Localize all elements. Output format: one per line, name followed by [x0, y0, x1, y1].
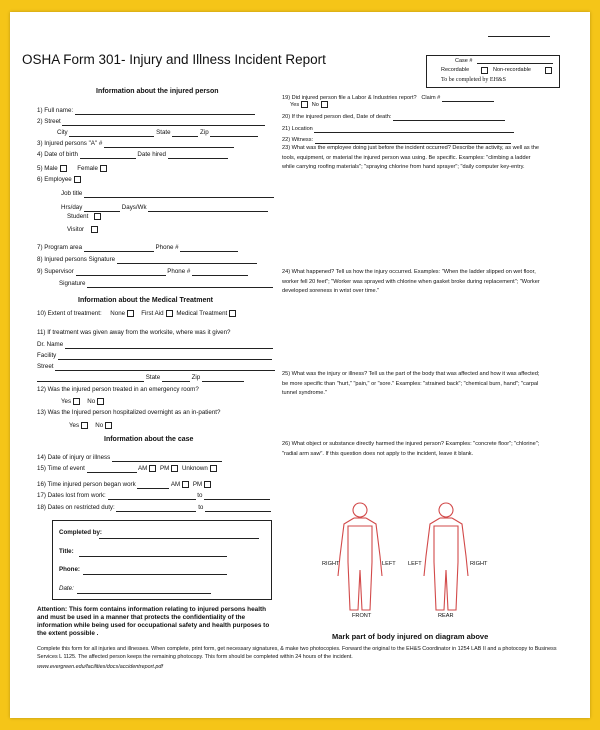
supervisor-row	[37, 268, 248, 276]
non-recordable-checkbox[interactable]	[545, 67, 552, 74]
completed-date-label: Date:	[59, 585, 74, 592]
began-am-label: AM	[170, 481, 181, 489]
full-name-field[interactable]	[75, 108, 255, 115]
restricted-to-label: to	[198, 504, 204, 511]
body-outline-icon[interactable]	[292, 490, 560, 618]
supervisor-field[interactable]	[76, 269, 166, 276]
state-field[interactable]	[172, 130, 198, 137]
witness-label: 22) Witness:	[282, 137, 314, 143]
a-number-label: 3) Injured persons "A" #	[37, 140, 103, 147]
dob-row	[37, 151, 228, 159]
activity-answer-area[interactable]	[282, 184, 544, 264]
program-area-label: 7) Program area	[37, 244, 83, 251]
job-title-row	[61, 190, 274, 198]
treatment-state-field[interactable]	[162, 375, 190, 382]
er-yes-label: Yes	[61, 398, 72, 406]
body-diagram	[292, 490, 560, 630]
supervisor-label: 9) Supervisor	[37, 268, 74, 275]
recordable-label: Recordable	[441, 67, 470, 73]
began-work-field[interactable]	[137, 482, 169, 489]
treatment-street-field[interactable]	[55, 364, 275, 371]
none-checkbox[interactable]	[127, 310, 134, 317]
street-field[interactable]	[62, 119, 265, 126]
days-wk-label: Days/Wk	[121, 204, 147, 211]
treatment-city-row	[37, 374, 244, 382]
object-question: 26) What object or substance directly harmed the injured person? Examples: "concrete floor"; "chlorine"; "radial arm saw". If this question does not apply to the incident, leave it blank.	[282, 441, 540, 457]
am-label: AM	[137, 465, 148, 473]
hrs-day-field[interactable]	[84, 205, 120, 212]
a-number-row	[37, 140, 234, 148]
er-answer-row	[61, 398, 106, 406]
visitor-row	[67, 226, 100, 234]
object-answer-area[interactable]	[282, 460, 544, 490]
female-label: Female	[77, 165, 98, 173]
employee-checkbox[interactable]	[74, 176, 81, 183]
activity-question: 23) What was the employee doing just before the incident occurred? Describe the activity, as well as the tools, equipment, or material the injured person was using. Be specific. Examples: "climbing a ladder while carrying roofing materials"; "spraying chlorine from hand sprayer"; "daily computer key-entry.	[282, 145, 540, 170]
injury-question: 25) What was the injury or illness? Tell us the part of the body that was affected and how it was affected; be more specific than "hurt," "pain," or "sore." Examples: "strained back"; "chemical burn, hand"; "carpal tunnel syndrome."	[282, 371, 540, 396]
li-no-checkbox[interactable]	[321, 101, 328, 108]
treatment-row	[37, 310, 238, 318]
hospital-yes-checkbox[interactable]	[81, 422, 88, 429]
student-row	[67, 213, 103, 221]
time-of-event-field[interactable]	[87, 466, 137, 473]
treatment-street-row	[37, 363, 275, 371]
signature-row	[37, 256, 257, 264]
what-happened-question: 24) What happened? Tell us how the injury occurred. Examples: "When the ladder slipped on wet floor, worker fell 20 feet"; "Worker was sprayed with chlorine when gasket broke during replacement"; "Worker developed soreness in wrist over time."	[282, 269, 540, 294]
dob-label: 4) Date of birth	[37, 151, 78, 158]
date-of-injury-field[interactable]	[112, 455, 222, 462]
injured-signature-label: 8) Injured persons Signature	[37, 256, 116, 263]
first-aid-label: First Aid	[141, 310, 164, 318]
unknown-checkbox[interactable]	[210, 465, 217, 472]
pm-label: PM	[159, 465, 170, 473]
hospital-question: 13) Was the Injured person hospitalized overnight as an in-patient?	[37, 409, 221, 416]
dates-lost-from-field[interactable]	[108, 493, 196, 500]
recordable-checkbox[interactable]	[481, 67, 488, 74]
none-label: None	[110, 310, 126, 318]
li-report-question: 19) Did injured person file a Labor & Industries report?	[282, 95, 417, 101]
eh-s-note: To be completed by EH&S	[441, 77, 506, 83]
form-page	[10, 12, 590, 718]
began-pm-checkbox[interactable]	[204, 481, 211, 488]
er-no-checkbox[interactable]	[97, 398, 104, 405]
street-row	[37, 118, 265, 126]
program-row	[37, 244, 238, 252]
footer-url[interactable]: www.evergreen.edu/facilities/docs/accidentreport.pdf	[37, 664, 163, 670]
sex-row	[37, 165, 109, 173]
case-number-label: Case #	[455, 58, 473, 64]
date-hired-field[interactable]	[168, 152, 228, 159]
job-title-field[interactable]	[84, 191, 274, 198]
injured-signature-field[interactable]	[117, 257, 257, 264]
witness-field[interactable]	[315, 137, 511, 144]
phone-field[interactable]	[180, 245, 238, 252]
treatment-state-label: State	[145, 374, 161, 381]
death-row	[282, 113, 505, 121]
location-field[interactable]	[314, 126, 514, 133]
rear-label: REAR	[438, 613, 454, 619]
job-title-label: Job title	[61, 190, 83, 197]
claim-label: Claim #	[421, 95, 441, 101]
female-checkbox[interactable]	[100, 165, 107, 172]
pm-checkbox[interactable]	[171, 465, 178, 472]
first-aid-checkbox[interactable]	[166, 310, 173, 317]
student-label: Student	[67, 213, 89, 221]
treatment-zip-label: Zip	[191, 374, 201, 381]
treatment-city-field[interactable]	[37, 375, 144, 382]
attention-notice: Attention: This form contains information relating to injured persons health and must be used in a manner that protects the confidentiality of the information while being used for occupational safety and health purposes to the extent possible .	[37, 606, 270, 637]
restricted-from-field[interactable]	[116, 505, 196, 512]
city-label: City	[57, 129, 68, 136]
completed-phone-label: Phone:	[59, 566, 80, 573]
facility-field[interactable]	[58, 353, 272, 360]
began-work-row	[37, 481, 213, 489]
hospital-answer-row	[69, 422, 114, 430]
hospital-no-checkbox[interactable]	[105, 422, 112, 429]
a-number-field[interactable]	[104, 141, 234, 148]
mark-body-caption: Mark part of body injured on diagram above	[332, 632, 489, 641]
injury-answer-area[interactable]	[282, 400, 544, 438]
case-box	[426, 55, 560, 88]
date-of-injury-label: 14) Date of injury or illness	[37, 454, 111, 461]
restricted-duty-label: 18) Dates on restricted duty:	[37, 504, 115, 511]
completed-by-box	[52, 520, 272, 600]
dr-name-label: Dr. Name	[37, 341, 64, 348]
restricted-to-field[interactable]	[205, 505, 271, 512]
supervisor-signature-label: Signature	[59, 280, 86, 287]
dr-name-field[interactable]	[65, 342, 273, 349]
employee-row	[37, 176, 83, 184]
began-pm-label: PM	[192, 481, 203, 489]
front-left-label: LEFT	[382, 561, 396, 567]
rear-left-label: LEFT	[408, 561, 422, 567]
phone-label: Phone #	[155, 244, 179, 251]
hospital-yes-label: Yes	[69, 422, 80, 430]
supervisor-phone-field[interactable]	[192, 269, 248, 276]
location-row	[282, 125, 514, 133]
er-question: 12) Was the injured person treated in an emergency room?	[37, 386, 199, 393]
employee-label: 6) Employee	[37, 176, 72, 184]
supervisor-signature-field[interactable]	[87, 281, 273, 288]
city-field[interactable]	[69, 130, 154, 137]
medical-treatment-label: Medical Treatment	[176, 310, 228, 318]
began-am-checkbox[interactable]	[182, 481, 189, 488]
front-label: FRONT	[352, 613, 372, 619]
treatment-zip-field[interactable]	[202, 375, 244, 382]
death-date-label: 20) If the injured person died, Date of death:	[282, 114, 392, 120]
section-case: Information about the case	[104, 436, 194, 443]
facility-row	[37, 352, 272, 360]
dates-lost-to-field[interactable]	[204, 493, 270, 500]
zip-field[interactable]	[210, 130, 258, 137]
li-yes-checkbox[interactable]	[301, 101, 308, 108]
student-checkbox[interactable]	[94, 213, 101, 220]
location-label: 21) Location	[282, 126, 313, 132]
date-of-injury-row	[37, 454, 222, 462]
witness-row	[282, 136, 511, 144]
am-checkbox[interactable]	[149, 465, 156, 472]
began-work-label: 16) Time injured person began work	[37, 481, 136, 489]
treatment-location-question: 11) If treatment was given away from the worksite, where was it given?	[37, 329, 231, 336]
dates-lost-row	[37, 492, 270, 500]
restricted-duty-row	[37, 504, 271, 512]
dates-lost-to-label: to	[197, 492, 203, 499]
time-of-event-label: 15) Time of event	[37, 465, 85, 473]
completed-title-label: Title:	[59, 548, 74, 555]
extent-label: 10) Extent of treatment:	[37, 310, 102, 318]
hospital-no-label: No	[95, 422, 104, 430]
footer-instructions: Complete this form for all injuries and illnesses. When complete, print form, get necessary signatures, & make two photocopies. Forward the original to the EH&S Coordinator in 1254 LAB II and a photocopy to Business Services L 1125. The affected person keeps the remaining photocopy. This form should be completed within 24 hours of the incident.	[37, 646, 557, 660]
city-row	[57, 129, 258, 137]
male-checkbox[interactable]	[60, 165, 67, 172]
completed-by-label: Completed by:	[59, 529, 102, 536]
program-area-field[interactable]	[84, 245, 154, 252]
male-label: 5) Male	[37, 165, 58, 173]
supervisor-phone-label: Phone #	[167, 268, 191, 275]
days-wk-field[interactable]	[148, 205, 268, 212]
full-name-row	[37, 107, 255, 115]
death-date-field[interactable]	[393, 114, 505, 121]
hours-row	[61, 204, 268, 212]
front-right-label: RIGHT	[322, 561, 340, 567]
medical-treatment-checkbox[interactable]	[229, 310, 236, 317]
li-yes-label: Yes	[290, 102, 300, 108]
treatment-street-label: Street	[37, 363, 54, 370]
rear-right-label: RIGHT	[470, 561, 488, 567]
dr-name-row	[37, 341, 273, 349]
form-title: OSHA Form 301- Injury and Illness Incident Report	[22, 52, 326, 67]
section-injured-person: Information about the injured person	[96, 88, 219, 95]
li-no-label: No	[311, 102, 319, 108]
visitor-label: Visitor	[67, 226, 85, 234]
section-medical-treatment: Information about the Medical Treatment	[78, 297, 213, 304]
unknown-label: Unknown	[181, 465, 208, 473]
supervisor-signature-row	[59, 280, 273, 288]
what-happened-answer-area[interactable]	[282, 298, 544, 358]
street-label: 2) Street	[37, 118, 61, 125]
full-name-label: 1) Full name:	[37, 107, 74, 114]
state-label: State	[156, 129, 171, 136]
visitor-checkbox[interactable]	[91, 226, 98, 233]
claim-field[interactable]	[442, 95, 494, 102]
hrs-day-label: Hrs/day	[61, 204, 83, 211]
date-hired-label: Date hired	[137, 151, 166, 158]
er-yes-checkbox[interactable]	[73, 398, 80, 405]
zip-label: Zip	[200, 129, 209, 136]
er-no-label: No	[87, 398, 96, 406]
dob-field[interactable]	[80, 152, 136, 159]
li-answer-row	[290, 101, 330, 109]
time-of-event-row	[37, 465, 219, 473]
facility-label: Facility	[37, 352, 57, 359]
dates-lost-label: 17) Dates lost from work:	[37, 492, 106, 499]
non-recordable-label: Non-recordable	[493, 67, 531, 73]
